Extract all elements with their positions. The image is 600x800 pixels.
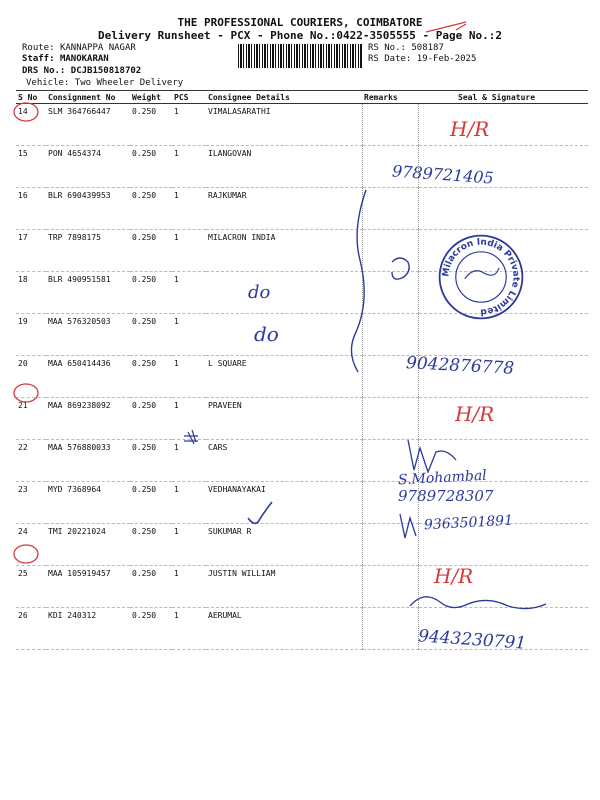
runsheet-subtitle: Delivery Runsheet - PCX - Phone No.:0422-3505555 - Page No.:2 — [98, 29, 502, 42]
cell-consignee: VEDHANAYAKAI — [206, 482, 362, 524]
cell-sno: 14 — [16, 104, 46, 146]
col-consignment: Consignment No — [46, 91, 130, 104]
cell-pcs: 1 — [172, 398, 206, 440]
handwritten-phone-26: 9443230791 — [417, 626, 527, 654]
cell-consignee: RAJKUMAR — [206, 188, 362, 230]
staff-value: MANOKARAN — [59, 54, 109, 64]
cell-weight: 0.250 — [130, 524, 172, 566]
cell-consignee: AERUMAL — [206, 608, 362, 650]
cell-pcs: 1 — [172, 230, 206, 272]
handwritten-do-1: do — [248, 282, 271, 303]
vehicle-value: Two Wheeler Delivery — [74, 78, 184, 88]
col-sno: S No — [16, 91, 46, 104]
cell-sno: 25 — [16, 566, 46, 608]
handwritten-phone-24: 9363501891 — [423, 512, 514, 534]
company-title: THE PROFESSIONAL COURIERS, COIMBATORE — [177, 16, 423, 29]
handwritten-phone-23: 9789728307 — [398, 487, 494, 505]
cell-weight: 0.250 — [130, 482, 172, 524]
cell-weight: 0.250 — [130, 398, 172, 440]
handwritten-phone-15: 9789721405 — [391, 161, 495, 188]
cell-weight: 0.250 — [130, 314, 172, 356]
handwritten-hr-2: H/R — [455, 402, 495, 426]
cell-weight: 0.250 — [130, 230, 172, 272]
cell-pcs: 1 — [172, 272, 206, 314]
cell-sno: 18 — [16, 272, 46, 314]
cell-sno: 21 — [16, 398, 46, 440]
cell-consignment: KDI 240312 — [46, 608, 130, 650]
handwritten-do-2: do — [254, 322, 279, 346]
rs-no-value: 508187 — [411, 43, 444, 53]
route-value: KANNAPPA NAGAR — [59, 43, 136, 53]
cell-weight: 0.250 — [130, 356, 172, 398]
cell-sno: 16 — [16, 188, 46, 230]
handwritten-hr-3: H/R — [434, 564, 474, 588]
cell-pcs: 1 — [172, 524, 206, 566]
cell-consignee: PRAVEEN — [206, 398, 362, 440]
cell-pcs: 1 — [172, 482, 206, 524]
cell-consignment: MAA 105919457 — [46, 566, 130, 608]
handwritten-hr-1: H/R — [450, 117, 490, 141]
cell-pcs: 1 — [172, 188, 206, 230]
vehicle-label: Vehicle: — [26, 78, 70, 88]
cell-pcs: 1 — [172, 146, 206, 188]
cell-sno: 23 — [16, 482, 46, 524]
cell-weight: 0.250 — [130, 608, 172, 650]
seal-text: Milacron India Private Limited — [441, 237, 521, 317]
staff-label: Staff: — [22, 54, 55, 64]
cell-consignment: MAA 650414436 — [46, 356, 130, 398]
cell-consignee: VIMALASARATHI — [206, 104, 362, 146]
route-label: Route: — [22, 43, 55, 53]
cell-consignment: TMI 20221024 — [46, 524, 130, 566]
cell-sno: 19 — [16, 314, 46, 356]
col-remarks: Remarks — [362, 91, 418, 104]
cell-consignment: MYD 7368964 — [46, 482, 130, 524]
cell-pcs: 1 — [172, 440, 206, 482]
cell-weight: 0.250 — [130, 188, 172, 230]
col-consignee: Consignee Details — [206, 91, 362, 104]
company-seal-stamp — [436, 232, 526, 322]
drs-label: DRS No.: — [22, 66, 66, 76]
cell-pcs: 1 — [172, 356, 206, 398]
cell-consignee: ILANGOVAN — [206, 146, 362, 188]
cell-consignment: PON 4654374 — [46, 146, 130, 188]
cell-weight: 0.250 — [130, 440, 172, 482]
cell-consignment: MAA 869238092 — [46, 398, 130, 440]
cell-consignment: SLM 364766447 — [46, 104, 130, 146]
cell-pcs: 1 — [172, 566, 206, 608]
cell-weight: 0.250 — [130, 566, 172, 608]
cell-consignee: SUKUMAR R — [206, 524, 362, 566]
cell-consignee: L SQUARE — [206, 356, 362, 398]
cell-pcs: 1 — [172, 314, 206, 356]
cell-consignment: TRP 7898175 — [46, 230, 130, 272]
cell-weight: 0.250 — [130, 104, 172, 146]
cell-sno: 15 — [16, 146, 46, 188]
drs-value: DCJB150818702 — [70, 66, 142, 76]
cell-sno: 24 — [16, 524, 46, 566]
cell-weight: 0.250 — [130, 146, 172, 188]
cell-consignment: MAA 576880033 — [46, 440, 130, 482]
cell-consignee: MILACRON INDIA — [206, 230, 362, 272]
rs-no-label: RS No.: — [368, 43, 406, 53]
cell-weight: 0.250 — [130, 272, 172, 314]
col-weight: Weight — [130, 91, 172, 104]
cell-sno: 17 — [16, 230, 46, 272]
col-signature: Seal & Signature — [418, 91, 588, 104]
cell-sno: 22 — [16, 440, 46, 482]
handwritten-name-23: S.Mohambal — [397, 467, 488, 489]
cell-consignee: CARS — [206, 440, 362, 482]
rs-date-label: RS Date: — [368, 54, 412, 64]
cell-consignment: BLR 690439953 — [46, 188, 130, 230]
cell-consignment: BLR 490951581 — [46, 272, 130, 314]
handwritten-phone-20: 9042876778 — [405, 353, 515, 379]
rs-date-value: 19-Feb-2025 — [416, 54, 477, 64]
cell-pcs: 1 — [172, 104, 206, 146]
cell-sno: 26 — [16, 608, 46, 650]
cell-consignment: MAA 576320503 — [46, 314, 130, 356]
col-pcs: PCS — [172, 91, 206, 104]
cell-pcs: 1 — [172, 608, 206, 650]
cell-consignee: JUSTIN WILLIAM — [206, 566, 362, 608]
cell-sno: 20 — [16, 356, 46, 398]
